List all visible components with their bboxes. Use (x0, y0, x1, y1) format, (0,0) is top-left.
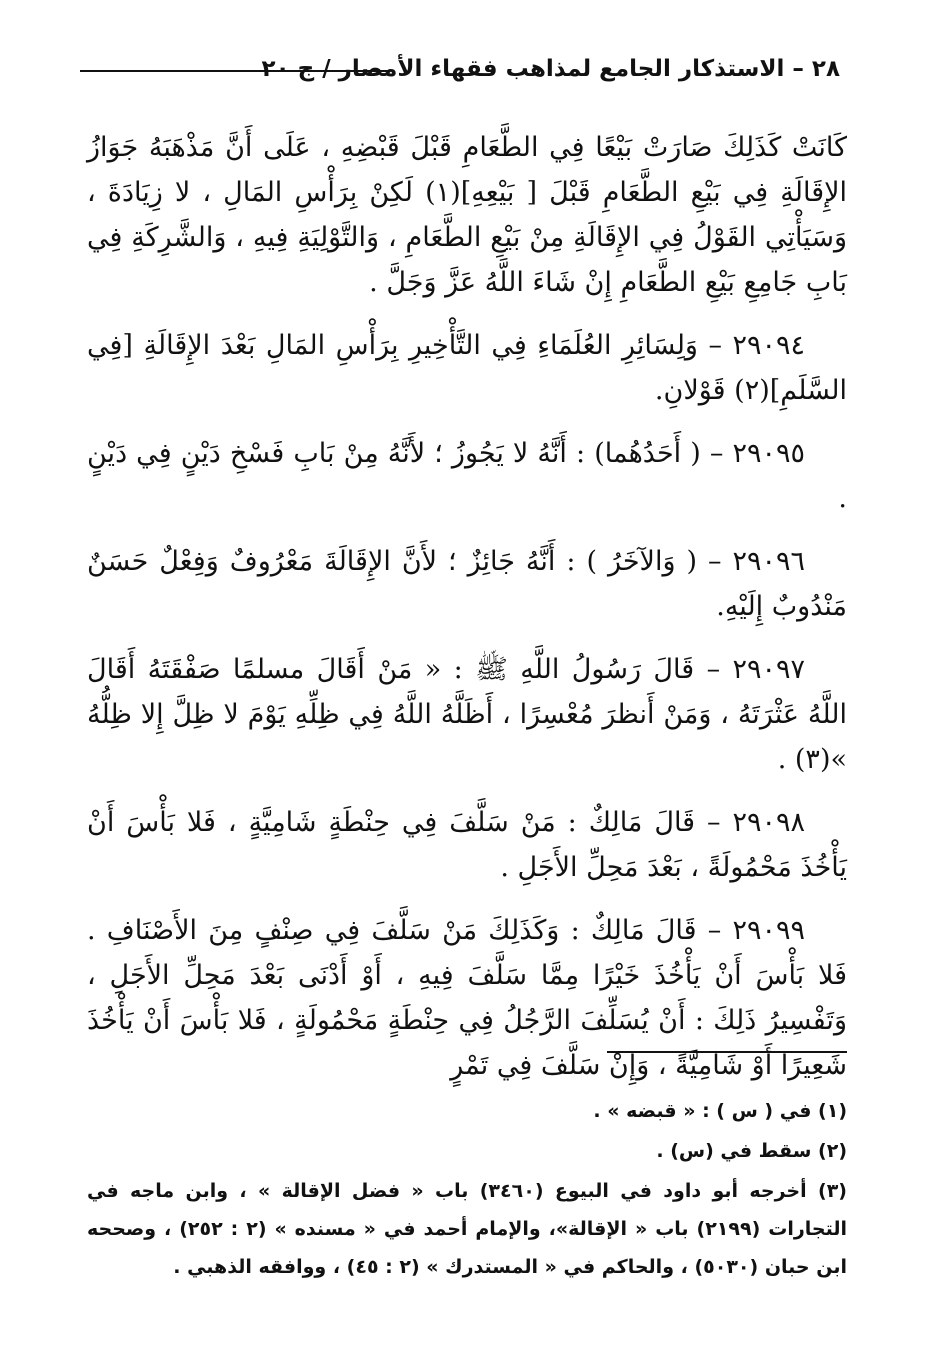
footnote-separator (607, 1051, 847, 1053)
header-rule (80, 70, 390, 72)
paragraph-29095: ٢٩٠٩٥ – ( أَحَدُهُما) : أَنَّهُ لا يَجُوزُ ؛ لأَنَّهُ مِنْ بَابِ فَسْخِ دَيْنٍ فِي دَيْنٍ . (87, 438, 847, 514)
running-header (80, 52, 840, 100)
paragraph-29097: ٢٩٠٩٧ – قَالَ رَسُولُ اللَّهِ ﷺ : « مَنْ أَقَالَ مسلمًا صَفْقَتَهُ أَقَالَ اللَّهُ عَثْرَتَهُ ، وَمَنْ أَنظرَ مُعْسِرًا ، أَظَلَّهُ اللَّهُ فِي ظِلِّهِ يَوْمَ لا ظِلَّ إِلا ظِلُّهُ »(٣) . (87, 654, 847, 775)
footnote-2: (٢) سقط في (س) . (656, 1140, 847, 1162)
paragraph-continuation: كَانَتْ كَذَلِكَ صَارَتْ بَيْعًا فِي الطَّعَامِ قَبْلَ قَبْضِهِ ، عَلَى أَنَّ مَذْهَبَهُ جَوَازُ الإِقَالَةِ فِي بَيْعِ الطَّعَامِ قَبْلَ [ بَيْعِهِ](١) لَكِنْ بِرَأْسِ المَالِ ، لا زِيَادَةَ ، وَسَيَأْتِي القَوْلُ فِي الإِقَالَةِ مِنْ بَيْعِ الطَّعَامِ ، وَالتَّوْلِيَةِ فِيهِ ، وَالشَّرِكَةِ فِي بَابِ جَامِعِ بَيْعِ الطَّعَامِ إِنْ شَاءَ اللَّهُ عَزَّ وَجَلَّ . (87, 132, 847, 298)
footnote-3: (٣) أخرجه أبو داود في البيوع (٣٤٦٠) باب « فضل الإقالة » ، وابن ماجه في التجارات (٢١٩٩) باب « الإقالة»، والإمام أحمد في « مسنده » (٢ : ٢٥٢) ، وصححه ابن حبان (٥٠٣٠) ، والحاكم في « المستدرك » (٢ : ٤٥) ، ووافقه الذهبي . (87, 1180, 848, 1278)
footnote-1: (١) في ( س ) : « قبضه » . (593, 1100, 847, 1122)
header-title: ٢٨ – الاستذكار الجامع لمذاهب فقهاء الأمصار / ج ٢٠ (261, 56, 840, 82)
paragraph-29098: ٢٩٠٩٨ – قَالَ مَالِكٌ : مَنْ سَلَّفَ فِي حِنْطَةٍ شَامِيَّةٍ ، فَلا بَأْسَ أَنْ يَأْخُذَ مَحْمُولَةً ، بَعْدَ مَحِلِّ الأَجَلِ . (87, 807, 847, 883)
paragraph-29096: ٢٩٠٩٦ – ( وَالآخَرُ ) : أَنَّهُ جَائِزٌ ؛ لأَنَّ الإِقَالَةَ مَعْرُوفٌ وَفِعْلٌ حَسَنٌ مَنْدُوبٌ إِلَيْهِ. (87, 546, 847, 622)
paragraph-29094: ٢٩٠٩٤ – وَلِسَائِرِ العُلَمَاءِ فِي التَّأْخِيرِ بِرَأْسِ المَالِ بَعْدَ الإِقَالَةِ [فِي السَّلَمِ](٢) قَوْلانِ. (87, 330, 847, 406)
footnotes (87, 1092, 847, 1288)
paragraph-29099: ٢٩٠٩٩ – قَالَ مَالِكٌ : وَكَذَلِكَ مَنْ سَلَّفَ فِي صِنْفٍ مِنَ الأَصْنَافِ . فَلا بَأْسَ أَنْ يَأْخُذَ خَيْرًا مِمَّا سَلَّفَ فِيهِ ، أَوْ أَدْنَى بَعْدَ مَحِلِّ الأَجَلِ ، وَتَفْسِيرُ ذَلِكَ : أَنْ يُسَلِّفَ الرَّجُلُ فِي حِنْطَةٍ مَحْمُولَةٍ ، فَلا بَأْسَ أَنْ يَأْخُذَ شَعِيرًا أَوْ شَامِيَّةً ، وَإِنْ سَلَّفَ فِي تَمْرٍ (87, 915, 847, 1081)
main-text (87, 125, 847, 1106)
